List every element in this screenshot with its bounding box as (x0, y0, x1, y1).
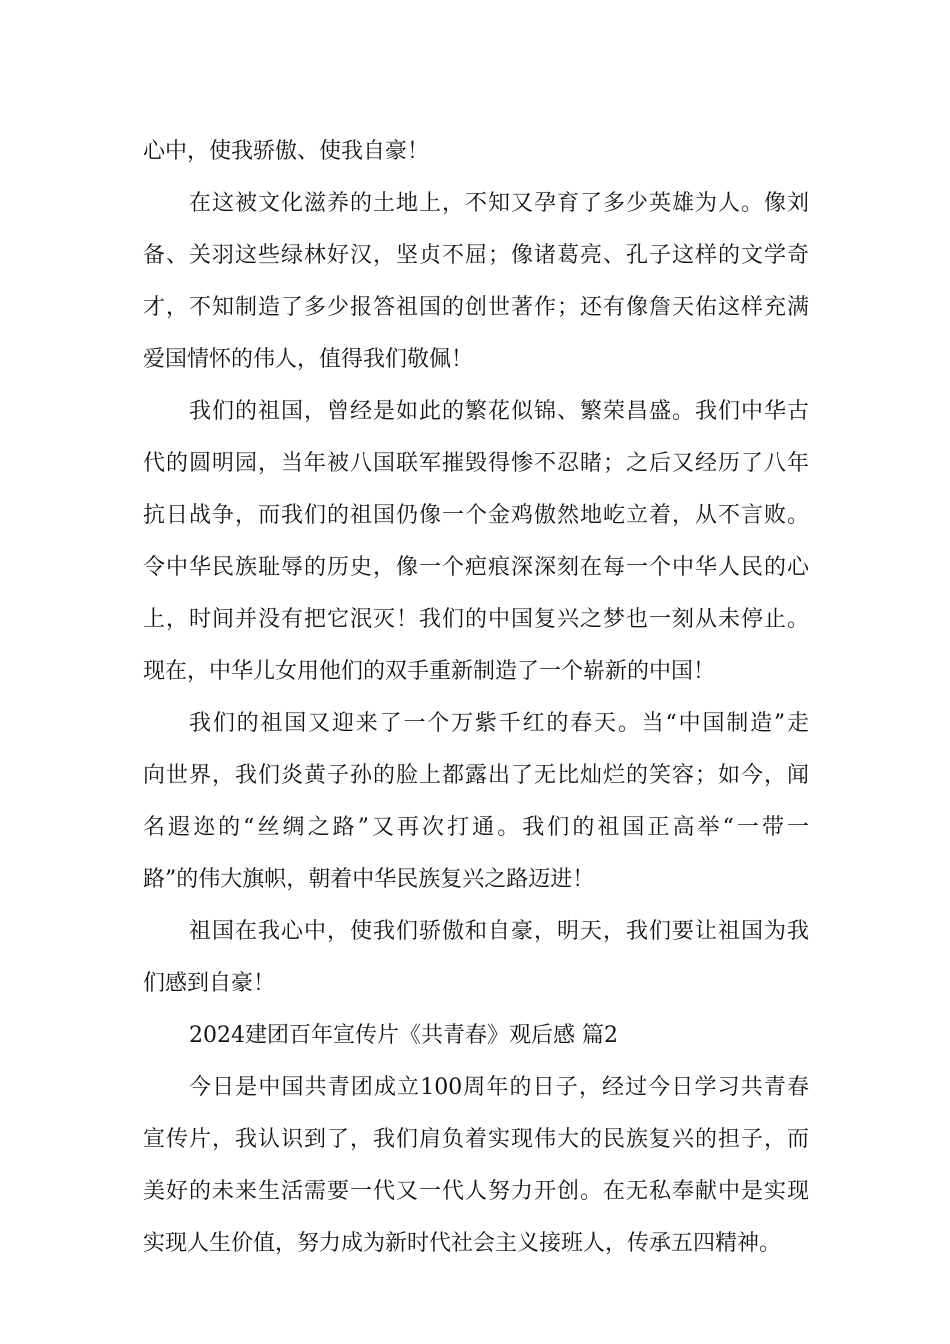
paragraph (143, 906, 809, 1010)
paragraph (143, 386, 809, 698)
text-line: 们感到自豪！ (143, 971, 276, 996)
text-line: 美好的未来生活需要一代又一代人努力开创。在无私奉献中是实现 (143, 1179, 809, 1204)
text-line: 上，时间并没有把它泯灭！我们的中国复兴之梦也一刻从未停止。 (143, 607, 809, 632)
document-body (143, 126, 809, 1010)
text-line: 现在，中华儿女用他们的双手重新制造了一个崭新的中国！ (143, 659, 716, 684)
text-line: 实现人生价值，努力成为新时代社会主义接班人，传承五四精神。 (143, 1231, 782, 1256)
text-line: 名遐迩的“丝绸之路”又再次打通。我们的祖国正高举“一带一 (143, 815, 809, 840)
text-line: 宣传片，我认识到了，我们肩负着实现伟大的民族复兴的担子，而 (143, 1127, 809, 1152)
document-page (143, 126, 809, 1270)
section-heading: 2024建团百年宣传片《共青春》观后感 篇2 (189, 1023, 618, 1048)
text-line: 备、关羽这些绿林好汉，坚贞不屈；像诸葛亮、孔子这样的文学奇 (143, 243, 809, 268)
paragraph (143, 178, 809, 386)
text-line: 路”的伟大旗帜，朝着中华民族复兴之路迈进！ (143, 867, 595, 892)
text-line: 才，不知制造了多少报答祖国的创世著作；还有像詹天佑这样充满 (143, 295, 809, 320)
paragraph (143, 1062, 809, 1270)
section-body (143, 1062, 809, 1270)
text-line: 代的圆明园，当年被八国联军摧毁得惨不忍睹；之后又经历了八年 (143, 451, 809, 476)
text-line: 抗日战争，而我们的祖国仍像一个金鸡傲然地屹立着，从不言败。 (143, 503, 809, 528)
paragraph (143, 126, 809, 178)
text-line: 爱国情怀的伟人，值得我们敬佩！ (143, 347, 474, 372)
text-line: 心中，使我骄傲、使我自豪！ (143, 139, 430, 164)
paragraph (143, 698, 809, 906)
text-line: 今日是中国共青团成立100周年的日子，经过今日学习共青春 (189, 1075, 809, 1100)
text-line: 祖国在我心中，使我们骄傲和自豪，明天，我们要让祖国为我 (189, 919, 809, 944)
text-line: 我们的祖国又迎来了一个万紫千红的春天。当“中国制造”走 (189, 711, 809, 736)
text-line: 我们的祖国，曾经是如此的繁花似锦、繁荣昌盛。我们中华古 (189, 399, 809, 424)
text-line: 向世界，我们炎黄子孙的脸上都露出了无比灿烂的笑容；如今，闻 (143, 763, 809, 788)
text-line: 在这被文化滋养的土地上，不知又孕育了多少英雄为人。像刘 (189, 191, 809, 216)
text-line: 令中华民族耻辱的历史，像一个疤痕深深刻在每一个中华人民的心 (143, 555, 809, 580)
